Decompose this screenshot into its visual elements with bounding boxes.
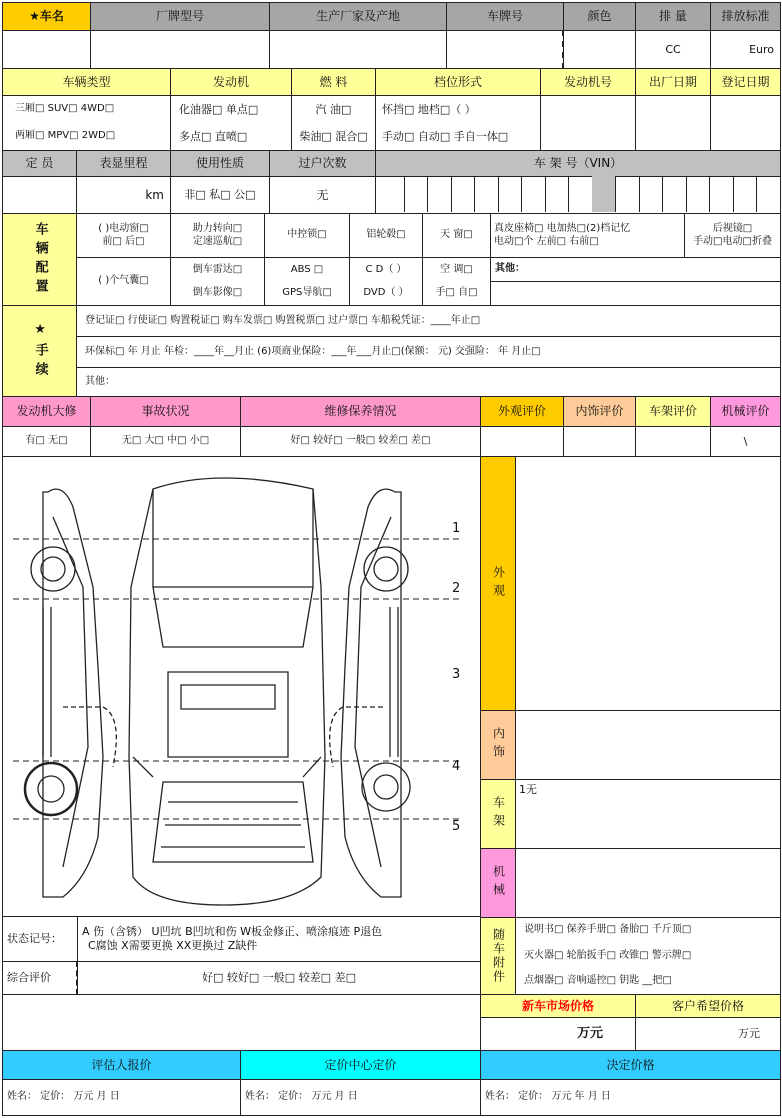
legend-text bbox=[77, 916, 481, 962]
manufacturer-header: 生产厂家及产地 bbox=[269, 2, 447, 31]
emission-field[interactable]: Euro bbox=[710, 30, 781, 69]
maintenance-options[interactable]: 好□ 较好□ 一般□ 较差□ 差□ bbox=[240, 426, 481, 457]
radar-text: 倒车雷达□ bbox=[192, 263, 243, 275]
legend-line-2: C腐蚀 X需要更换 XX更换过 Z缺件 bbox=[88, 939, 258, 952]
interior-label-text: 内饰 bbox=[491, 727, 506, 763]
exterior-eval-field[interactable] bbox=[480, 426, 564, 457]
mileage-field[interactable]: km bbox=[76, 176, 171, 214]
factory-date-header: 出厂日期 bbox=[635, 68, 711, 96]
accessories-label bbox=[480, 917, 516, 995]
customer-price-field[interactable]: 万元 bbox=[635, 1017, 781, 1051]
emission-header: 排放标准 bbox=[710, 2, 781, 31]
radar-camera-option[interactable] bbox=[170, 257, 265, 306]
vin-char-cell[interactable] bbox=[545, 176, 570, 212]
window-option[interactable] bbox=[76, 213, 171, 258]
interior-eval-field[interactable] bbox=[563, 426, 636, 457]
frame-label-text: 车架 bbox=[491, 796, 506, 832]
docs-label-text: ★手续 bbox=[32, 321, 48, 381]
interior-eval-header: 内饰评价 bbox=[563, 396, 636, 427]
vin-char-cell[interactable] bbox=[451, 176, 476, 212]
mirror-line-b: 手动□电动□折叠 bbox=[693, 235, 772, 247]
config-label bbox=[2, 213, 77, 306]
vin-char-cell[interactable] bbox=[568, 176, 593, 212]
config-other-field[interactable] bbox=[490, 281, 781, 306]
car-type-header: 车辆类型 bbox=[2, 68, 171, 96]
reg-date-field[interactable] bbox=[710, 95, 781, 151]
accessories-label-text: 随车附件 bbox=[491, 928, 506, 984]
gear-line-b: 手动□ 自动□ 手自一体□ bbox=[382, 129, 509, 143]
accessories-options[interactable] bbox=[515, 917, 781, 995]
cd-text: C D（ ） bbox=[365, 263, 407, 275]
car-diagram[interactable] bbox=[3, 457, 480, 916]
gear-line-a: 怀挡□ 地档□（ ） bbox=[382, 102, 476, 116]
appraiser-header: 评估人报价 bbox=[2, 1050, 241, 1080]
exterior-label-text: 外观 bbox=[491, 565, 506, 602]
legend-line-1: A 伤（含锈） U凹坑 B凹坑和伤 W板金修正、喷涂痕迹 P退色 bbox=[82, 925, 383, 939]
fuel-line-b: 柴油□ 混合□ bbox=[299, 129, 368, 143]
vin-header: 车 架 号（VIN） bbox=[375, 150, 781, 177]
dvd-text: DVD（ ） bbox=[363, 287, 409, 298]
abs-gps-option[interactable] bbox=[264, 257, 350, 306]
engine-repair-options[interactable]: 有□ 无□ bbox=[2, 426, 91, 457]
config-other[interactable]: 其他： bbox=[490, 257, 781, 282]
transfers-header: 过户次数 bbox=[269, 150, 376, 177]
car-type-line-b: 两厢□ MPV□ 2WD□ bbox=[15, 130, 116, 142]
car-name-field[interactable] bbox=[2, 30, 91, 69]
plate-header: 车牌号 bbox=[446, 2, 564, 31]
decision-field[interactable]: 姓名： 定价： 万元 年 月 日 bbox=[480, 1079, 781, 1116]
color-field[interactable] bbox=[563, 30, 636, 69]
vin-char-cell[interactable] bbox=[498, 176, 523, 212]
reg-date-header: 登记日期 bbox=[710, 68, 781, 96]
market-price-header: 新车市场价格 bbox=[480, 994, 636, 1018]
factory-date-field[interactable] bbox=[635, 95, 711, 151]
mechanical-eval-field[interactable]: \ bbox=[710, 426, 781, 457]
vin-char-cell[interactable] bbox=[639, 176, 664, 212]
maintenance-header: 维修保养情况 bbox=[240, 396, 481, 427]
ac-text: 空 调□ bbox=[440, 263, 473, 275]
interior-notes[interactable] bbox=[515, 710, 781, 780]
interior-label bbox=[480, 710, 516, 780]
overall-label: 综合评价 bbox=[2, 961, 78, 995]
engine-repair-header: 发动机大修 bbox=[2, 396, 91, 427]
vin-char-cell[interactable] bbox=[615, 176, 640, 212]
seat-line-b: 电动□个 左前□ 右前□ bbox=[494, 235, 599, 247]
docs-line-2[interactable]: 环保标□ 年 月止 年检：____年__月止 (6)项商业保险：___年___月止□(保额： 元) 交强险： 年 月止□ bbox=[76, 336, 781, 368]
camera-text: 倒车影像□ bbox=[192, 287, 243, 298]
manufacturer-field[interactable] bbox=[269, 30, 447, 69]
transfers-field[interactable]: 无 bbox=[269, 176, 376, 214]
exterior-label bbox=[480, 456, 516, 711]
frame-label bbox=[480, 779, 516, 849]
vin-char-cell[interactable] bbox=[662, 176, 687, 212]
gps-text: GPS导航□ bbox=[282, 287, 332, 298]
marker-3: 3 bbox=[452, 667, 461, 682]
marker-5: 5 bbox=[452, 819, 461, 834]
fuel-line-a: 汽 油□ bbox=[315, 102, 352, 116]
overall-options[interactable]: 好□ 较好□ 一般□ 较差□ 差□ bbox=[77, 961, 481, 995]
abs-text: ABS □ bbox=[290, 263, 324, 275]
engine-options[interactable] bbox=[170, 95, 292, 151]
marker-2: 2 bbox=[452, 581, 461, 596]
vin-char-cell[interactable] bbox=[686, 176, 711, 212]
color-header: 颜色 bbox=[563, 2, 636, 31]
fuel-options[interactable] bbox=[291, 95, 376, 151]
cruise-text: 定速巡航□ bbox=[192, 235, 243, 247]
engine-no-field[interactable] bbox=[540, 95, 636, 151]
decision-header: 决定价格 bbox=[480, 1050, 781, 1080]
mirror-option[interactable] bbox=[684, 213, 781, 258]
window-line-a: ( )电动窗□ bbox=[98, 223, 149, 234]
marker-1: 1 bbox=[452, 521, 461, 536]
seats-field[interactable] bbox=[2, 176, 77, 214]
model-field[interactable] bbox=[90, 30, 270, 69]
vin-char-cell[interactable] bbox=[592, 176, 617, 212]
vin-char-cell[interactable] bbox=[733, 176, 758, 212]
vin-char-cell[interactable] bbox=[521, 176, 546, 212]
mechanical-notes[interactable] bbox=[515, 848, 781, 918]
airbag-option[interactable]: ( )个气囊□ bbox=[76, 257, 171, 306]
plate-field[interactable] bbox=[446, 30, 564, 69]
acc-line-b: 灭火器□ 轮胎扳手□ 改锥□ 警示牌□ bbox=[524, 949, 692, 961]
engine-line-a: 化油器□ 单点□ bbox=[179, 102, 259, 116]
frame-notes[interactable]: 1无 bbox=[515, 779, 781, 849]
config-label-text: 车辆配置 bbox=[32, 221, 48, 298]
displacement-header: 排 量 bbox=[635, 2, 711, 31]
vin-char-cell[interactable] bbox=[404, 176, 429, 212]
ac-mode-text: 手□ 自□ bbox=[435, 287, 478, 298]
usage-header: 使用性质 bbox=[170, 150, 270, 177]
docs-line-3[interactable]: 其他： bbox=[76, 367, 781, 397]
mechanical-label-text: 机械 bbox=[491, 865, 506, 901]
price-notes[interactable] bbox=[2, 994, 481, 1051]
seat-line-a: 真皮座椅□ 电加热□(2)档记忆 bbox=[494, 223, 631, 234]
cd-dvd-option[interactable] bbox=[349, 257, 423, 306]
frame-eval-field[interactable] bbox=[635, 426, 711, 457]
window-line-b: 前□ 后□ bbox=[102, 235, 145, 247]
sunroof-option[interactable]: 天 窗□ bbox=[422, 213, 491, 258]
gearbox-options[interactable] bbox=[375, 95, 541, 151]
acc-line-c: 点烟器□ 音响遥控□ 钥匙 __把□ bbox=[524, 975, 672, 987]
vin-char-cell[interactable] bbox=[756, 176, 781, 212]
vin-char-cell[interactable] bbox=[380, 176, 405, 212]
market-price-field[interactable]: 万元 bbox=[480, 1017, 636, 1051]
car-type-options[interactable] bbox=[2, 95, 171, 151]
alloy-option[interactable]: 铝轮毂□ bbox=[349, 213, 423, 258]
engine-no-header: 发动机号 bbox=[540, 68, 636, 96]
marker-4: 4 bbox=[452, 759, 461, 774]
steering-option[interactable] bbox=[170, 213, 265, 258]
mechanical-label bbox=[480, 848, 516, 918]
engine-line-b: 多点□ 直喷□ bbox=[179, 129, 248, 143]
acc-line-a: 说明书□ 保养手册□ 备胎□ 千斤顶□ bbox=[524, 924, 692, 936]
car-diagram-panel bbox=[2, 456, 481, 917]
center-header: 定价中心定价 bbox=[240, 1050, 481, 1080]
seat-option[interactable] bbox=[490, 213, 685, 258]
usage-options[interactable]: 非□ 私□ 公□ bbox=[170, 176, 270, 214]
exterior-eval-header: 外观评价 bbox=[480, 396, 564, 427]
gearbox-header: 档位形式 bbox=[375, 68, 541, 96]
mechanical-eval-header: 机械评价 bbox=[710, 396, 781, 427]
engine-header: 发动机 bbox=[170, 68, 292, 96]
docs-label bbox=[2, 305, 77, 397]
frame-eval-header: 车架评价 bbox=[635, 396, 711, 427]
mileage-header: 表显里程 bbox=[76, 150, 171, 177]
accident-header: 事故状况 bbox=[90, 396, 241, 427]
displacement-field[interactable]: CC bbox=[635, 30, 711, 69]
vin-char-cell[interactable] bbox=[474, 176, 499, 212]
exterior-notes[interactable] bbox=[515, 456, 781, 711]
central-lock-option[interactable]: 中控锁□ bbox=[264, 213, 350, 258]
mirror-line-a: 后视镜□ bbox=[712, 223, 753, 234]
docs-line-1[interactable]: 登记证□ 行使证□ 购置税证□ 购车发票□ 购置税票□ 过户票□ 车船税凭证：____年止□ bbox=[76, 305, 781, 337]
steering-text: 助力转向□ bbox=[192, 223, 243, 234]
accident-options[interactable]: 无□ 大□ 中□ 小□ bbox=[90, 426, 241, 457]
vin-char-cell[interactable] bbox=[427, 176, 452, 212]
model-header: 厂牌型号 bbox=[90, 2, 270, 31]
fuel-header: 燃 料 bbox=[291, 68, 376, 96]
vin-char-cell[interactable] bbox=[709, 176, 734, 212]
seats-header: 定 员 bbox=[2, 150, 77, 177]
center-field[interactable]: 姓名： 定价： 万元 月 日 bbox=[240, 1079, 481, 1116]
customer-price-header: 客户希望价格 bbox=[635, 994, 781, 1018]
appraiser-field[interactable]: 姓名： 定价： 万元 月 日 bbox=[2, 1079, 241, 1116]
ac-option[interactable] bbox=[422, 257, 491, 306]
car-name-header: ★车名 bbox=[2, 2, 91, 31]
car-type-line-a: 三厢□ SUV□ 4WD□ bbox=[15, 103, 115, 115]
legend-label: 状态记号： bbox=[2, 916, 78, 962]
